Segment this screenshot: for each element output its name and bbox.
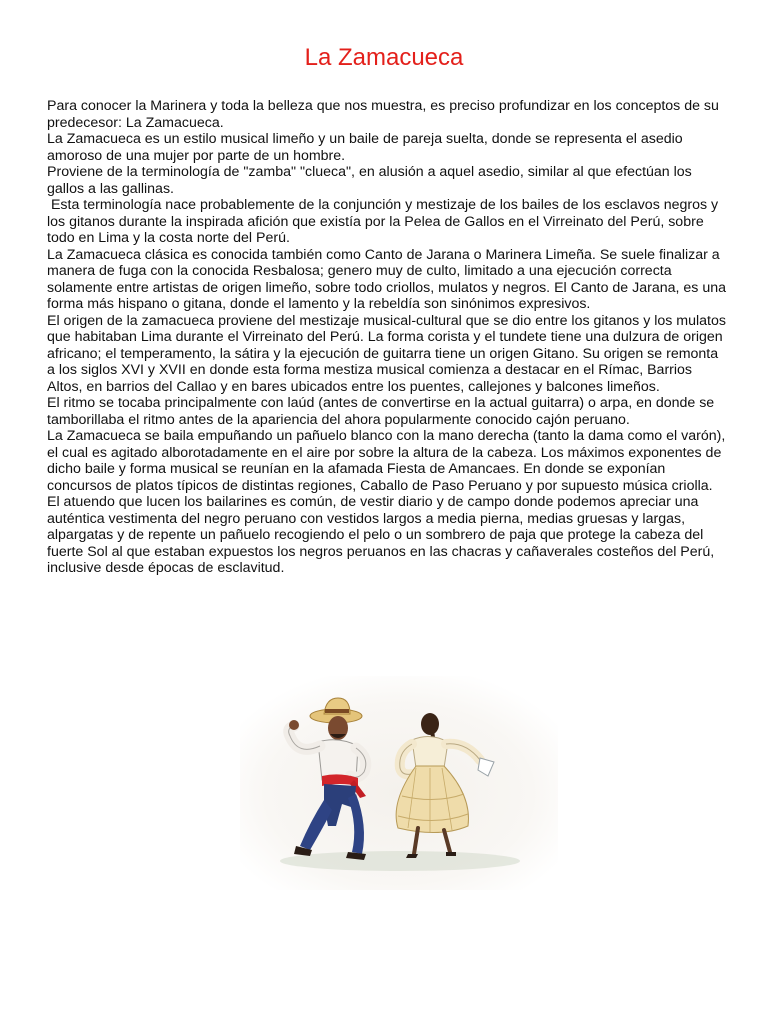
paragraph: El atuendo que lucen los bailarines es común, de vestir diario y de campo donde podemos apreciar una auténtica vestimenta del negro peruano con vestidos largos a media pierna, medias gruesas y largas, alpargatas y de repente un pañuelo recogiendo el pelo o un sombrero de paja que protege la cabeza del fuerte Sol al que estaban expuestos los negros peruanos en las chacras y cañaverales costeños del Perú, inclusive desde épocas de esclavitud. — [47, 494, 715, 576]
paragraph: El ritmo se tocaba principalmente con laúd (antes de convertirse en la actual guitarra) o arpa, en donde se tamborillaba el ritmo antes de la apariencia del ahora popularmente conocido cajón peruano. — [47, 395, 715, 428]
paragraph: El origen de la zamacueca proviene del mestizaje musical-cultural que se dio entre los gitanos y los mulatos que habitaban Lima durante el Virreinato del Perú. La forma corista y el tundete tiene una dulzura de origen africano; el temperamento, la sátira y la ejecución de guitarra tiene un origen Gitano. Su origen se remonta a los siglos XVI y XVII en donde esta forma mestiza musical comienza a destacar en el Rímac, Barrios Altos, en barrios del Callao y en bares ubicados entre los puentes, callejones y balcones limeños. — [47, 312, 726, 395]
paragraph: La Zamacueca clásica es conocida también como Canto de Jarana o Marinera Limeña. Se suele finalizar a manera de fuga con la conocida Resbalosa; genero muy de culto, limitado a una ejecución correcta solamente entre artistas de origen limeño, sobre todo criollos, mulatos y negros. El Canto de Jarana, es una forma más hispano o gitana, donde el lamento y la rebeldía son sinónimos expresivos. — [47, 246, 727, 312]
paragraph: La Zamacueca se baila empuñando un pañuelo blanco con la mano derecha (tanto la dama como el varón), el cual es agitado alborotadamente en el aire por sobre la altura de la cabeza. Los máximos exponentes de dicho baile y forma musical se reunían en la afamada Fiesta de Amancaes. En donde se exponían concursos de platos típicos de distintas regiones, Caballo de Paso Peruano y por supuesto música criolla. — [47, 428, 726, 494]
paragraph: Esta terminología nace probablemente de la conjunción y mestizaje de los bailes de los esclavos negros y los gitanos durante la inspirada afición que existía por la Pelea de Gallos en el Virreinato del Perú, sobre todo en Lima y la costa norte del Perú. — [47, 197, 723, 246]
dancers-illustration — [240, 676, 558, 890]
paragraph: Proviene de la terminología de "zamba" "clueca", en alusión a aquel asedio, similar al que efectúan los gallos a las gallinas. — [47, 164, 692, 197]
article-body — [47, 98, 727, 577]
paragraph: La Zamacueca es un estilo musical limeño y un baile de pareja suelta, donde se representa el asedio amoroso de una mujer por parte de un hombre. — [47, 131, 683, 164]
page-title: La Zamacueca — [304, 44, 464, 71]
paragraph: Para conocer la Marinera y toda la belleza que nos muestra, es preciso profundizar en los conceptos de su predecesor: La Zamacueca. — [47, 98, 719, 131]
